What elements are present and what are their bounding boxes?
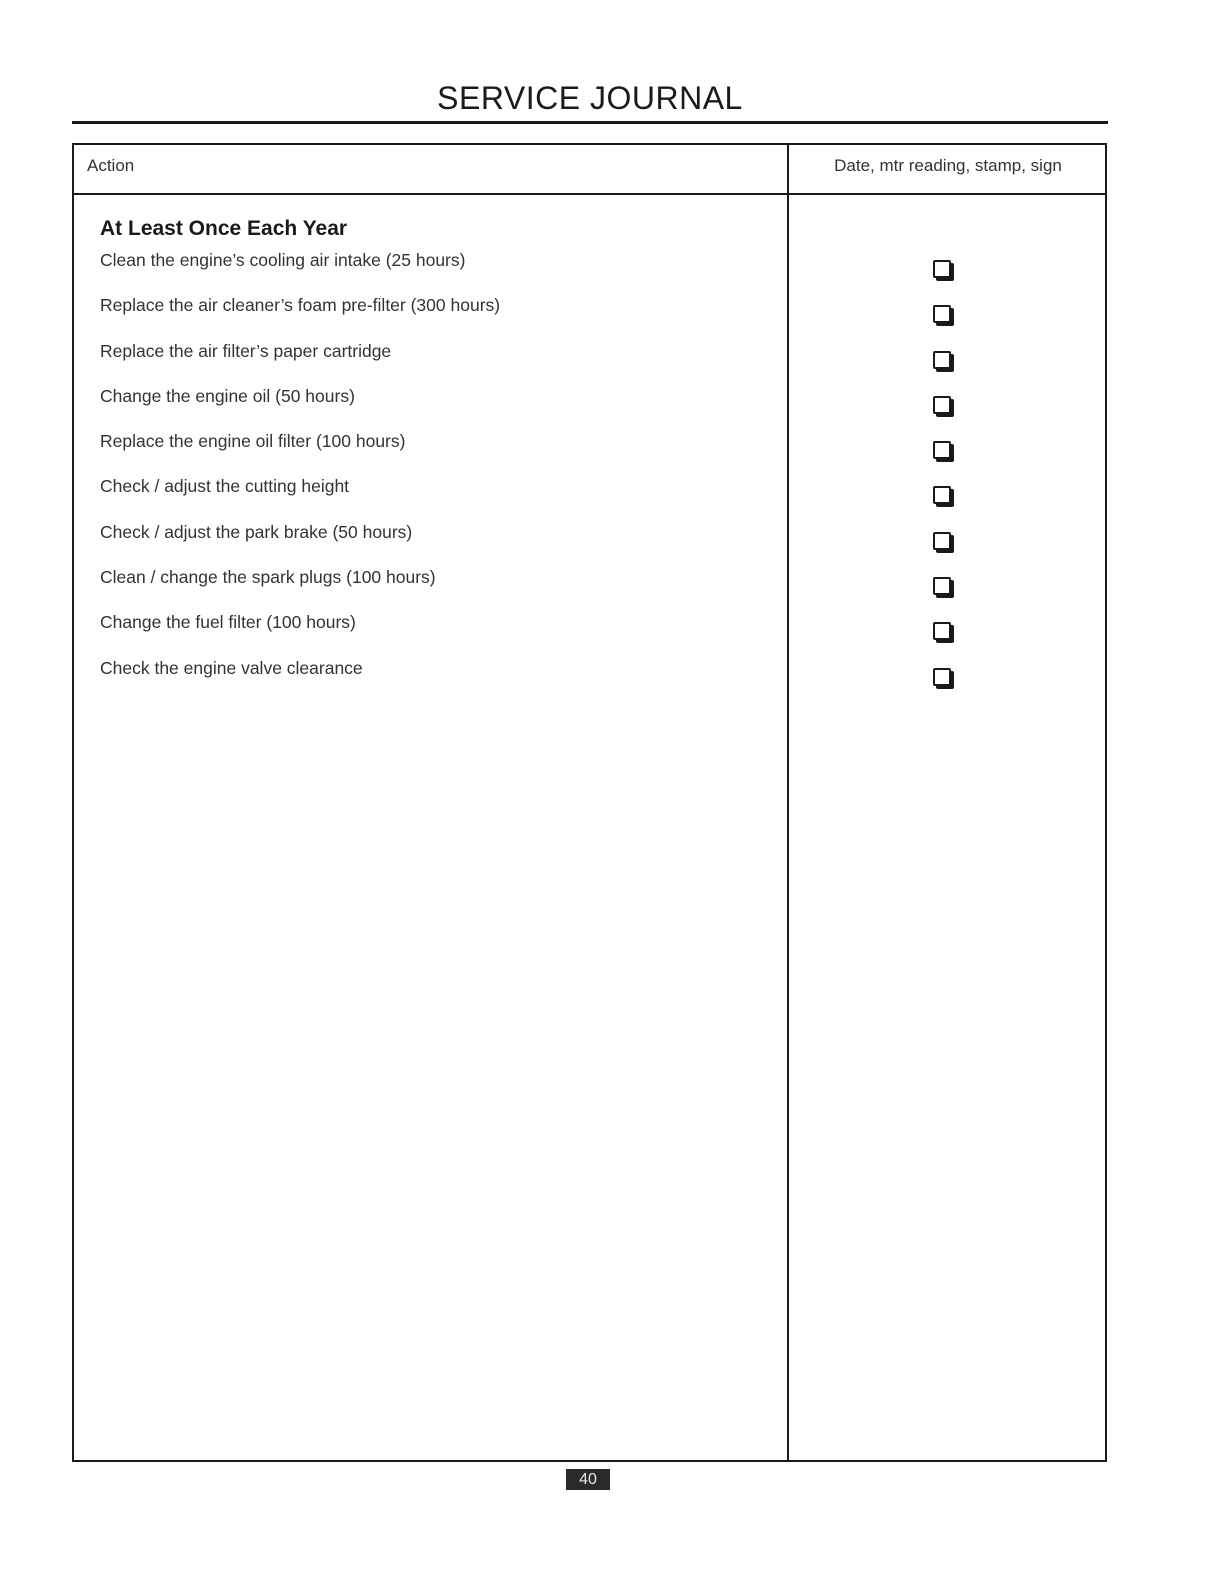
task-checkbox[interactable] [933,351,951,369]
task-checkbox[interactable] [933,396,951,414]
task-list [74,250,1105,703]
task-checkbox[interactable] [933,260,951,278]
task-row [74,250,1105,295]
task-label: Check the engine valve clearance [100,657,363,678]
task-checkbox[interactable] [933,532,951,550]
task-row [74,431,1105,476]
task-row [74,341,1105,386]
action-column-header: Action [87,156,135,175]
task-row [74,522,1105,567]
task-label: Replace the air filter’s paper cartridge [100,340,392,361]
title-underline [72,121,1108,124]
task-checkbox[interactable] [933,668,951,686]
page-title: SERVICE JOURNAL [437,80,743,116]
header-divider [74,193,1105,195]
task-row [74,295,1105,340]
task-row [74,386,1105,431]
task-label: Replace the engine oil filter (100 hours) [100,431,406,452]
section-heading: At Least Once Each Year [100,217,348,240]
task-label: Change the fuel filter (100 hours) [100,612,356,633]
task-checkbox[interactable] [933,622,951,640]
task-checkbox[interactable] [933,305,951,323]
record-column-header: Date, mtr reading, stamp, sign [834,156,1062,175]
task-checkbox[interactable] [933,577,951,595]
task-label: Check / adjust the park brake (50 hours) [100,521,413,542]
task-label: Check / adjust the cutting height [100,476,350,497]
task-label: Change the engine oil (50 hours) [100,385,355,406]
page-number: 40 [566,1469,610,1490]
task-checkbox[interactable] [933,486,951,504]
task-checkbox[interactable] [933,441,951,459]
task-row [74,476,1105,521]
task-label: Clean / change the spark plugs (100 hours) [100,567,436,588]
service-journal-table [72,143,1107,1462]
task-row [74,567,1105,612]
task-row [74,658,1105,703]
task-label: Replace the air cleaner’s foam pre-filter (300 hours) [100,295,501,316]
task-label: Clean the engine’s cooling air intake (25 hours) [100,250,466,270]
task-row [74,612,1105,657]
